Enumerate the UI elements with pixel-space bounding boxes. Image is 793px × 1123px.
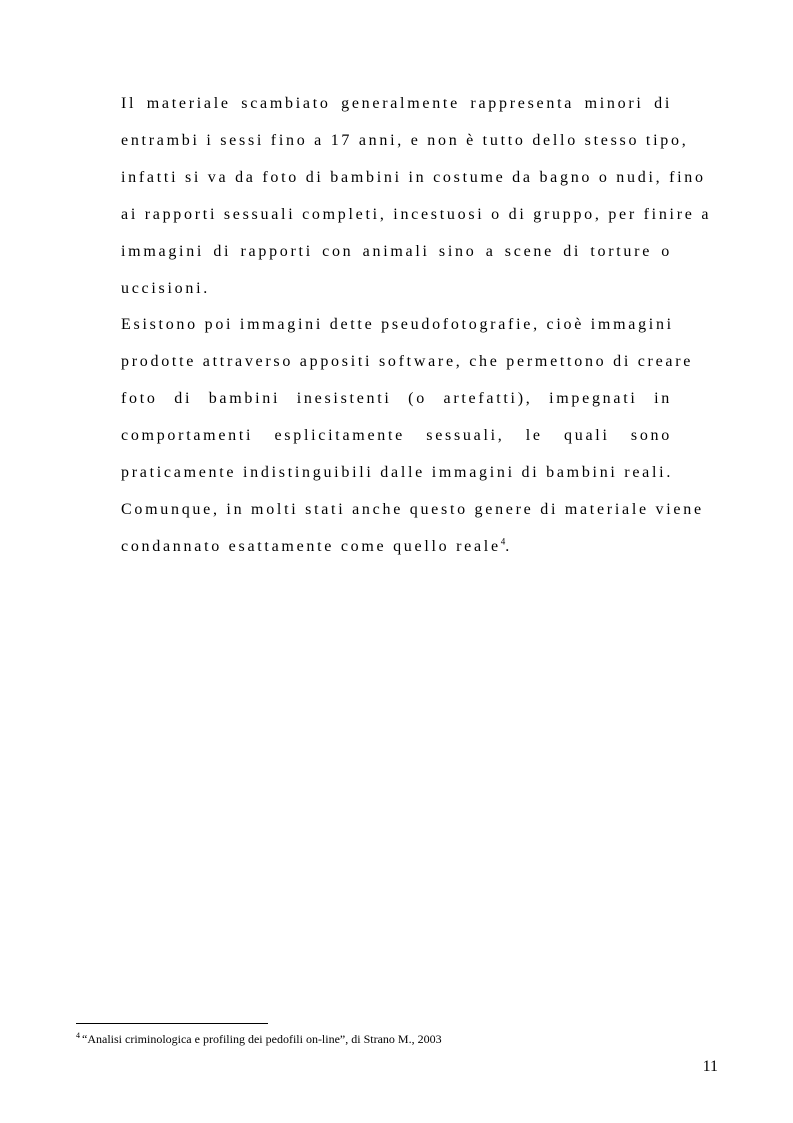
body-line: infatti si va da foto di bambini in costume da bagno o nudi, fino <box>121 169 706 186</box>
body-line: foto di bambini inesistenti (o artefatti), impegnati in <box>121 390 672 407</box>
body-line: Comunque, in molti stati anche questo genere di materiale viene <box>121 501 704 518</box>
footnote <box>76 1031 442 1047</box>
footnote-number: 4 <box>76 1031 80 1040</box>
body-line-text: condannato esattamente come quello reale <box>121 538 501 555</box>
body-line-last <box>121 535 672 559</box>
body-line: entrambi i sessi fino a 17 anni, e non è tutto dello stesso tipo, <box>121 132 689 149</box>
page-number: 11 <box>702 1058 718 1075</box>
body-line: Esistono poi immagini dette pseudofotografie, cioè immagini <box>121 316 674 333</box>
footnote-text: “Analisi criminologica e profiling dei pedofili on-line”, di Strano M., 2003 <box>82 1032 442 1046</box>
body-line: ai rapporti sessuali completi, incestuosi o di gruppo, per finire a <box>121 206 712 223</box>
footnote-reference[interactable]: 4 <box>500 536 506 547</box>
final-period: . <box>505 538 513 555</box>
body-line: comportamenti esplicitamente sessuali, le quali sono <box>121 427 672 444</box>
body-line: immagini di rapporti con animali sino a scene di torture o <box>121 243 672 260</box>
body-line: Il materiale scambiato generalmente rappresenta minori di <box>121 95 672 112</box>
body-line: praticamente indistinguibili dalle immagini di bambini reali. <box>121 464 674 481</box>
body-line: uccisioni. <box>121 280 210 297</box>
body-line: prodotte attraverso appositi software, che permettono di creare <box>121 353 694 370</box>
footnote-separator <box>76 1023 268 1024</box>
